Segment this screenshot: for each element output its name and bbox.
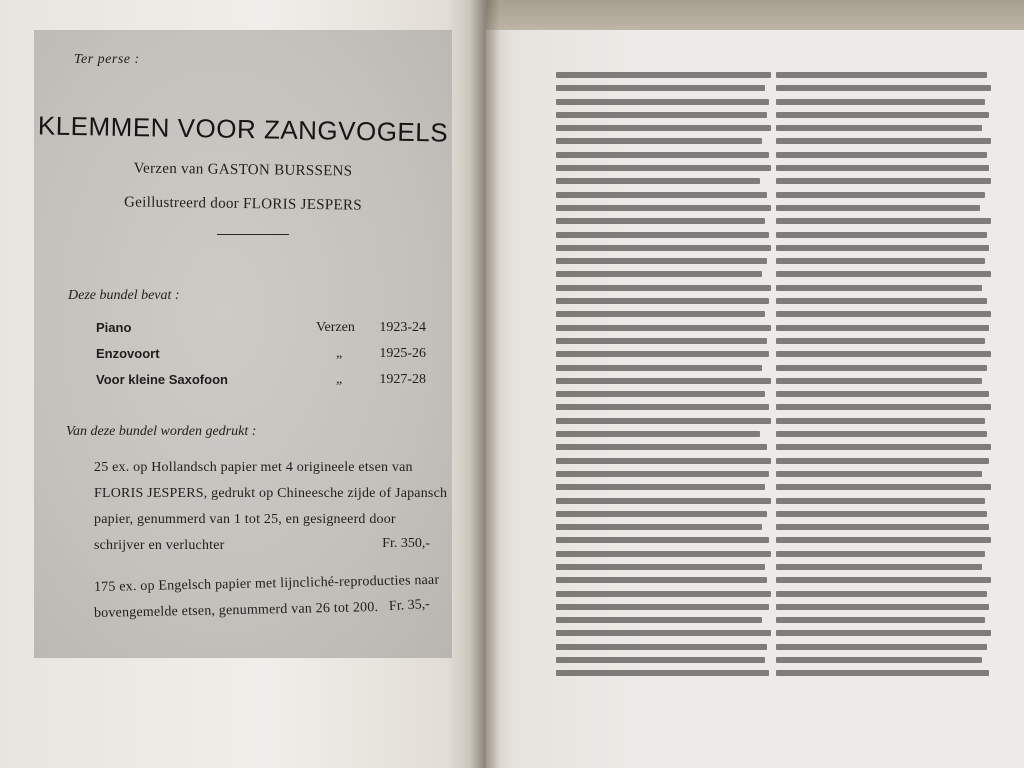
text-line bbox=[776, 378, 982, 384]
text-line bbox=[776, 418, 985, 424]
text-line bbox=[556, 298, 769, 304]
ter-perse-label: Ter perse : bbox=[74, 52, 140, 67]
contents-title: Piano bbox=[96, 320, 132, 335]
text-line bbox=[776, 591, 987, 597]
edition-line: FLORIS JESPERS, gedrukt op Chineesche zijde of Japansch bbox=[94, 486, 448, 501]
right-page bbox=[486, 30, 1024, 768]
text-line bbox=[556, 591, 771, 597]
contents-years: 1923-24 bbox=[379, 320, 426, 335]
edition-line: bovengemelde etsen, genummerd van 26 tot 200. bbox=[93, 600, 379, 621]
text-line bbox=[776, 670, 989, 676]
left-page bbox=[0, 0, 486, 768]
text-line bbox=[776, 205, 980, 211]
text-line bbox=[556, 418, 771, 424]
text-line bbox=[556, 617, 762, 623]
text-line bbox=[556, 165, 771, 171]
author-line: Verzen van GASTON BURSSENS bbox=[133, 160, 353, 180]
text-line bbox=[556, 72, 771, 78]
left-text-column bbox=[556, 72, 771, 684]
text-line bbox=[776, 471, 982, 477]
text-line bbox=[556, 245, 771, 251]
contents-kind: Verzen bbox=[316, 320, 355, 335]
text-line bbox=[776, 404, 991, 410]
contents-kind: „ bbox=[336, 372, 343, 387]
text-line bbox=[556, 391, 765, 397]
contents-row bbox=[96, 320, 426, 340]
text-line bbox=[776, 125, 982, 131]
text-line bbox=[556, 458, 771, 464]
text-line bbox=[776, 152, 987, 158]
text-line bbox=[556, 285, 771, 291]
contents-kind: „ bbox=[336, 346, 343, 361]
text-line bbox=[556, 484, 765, 490]
text-line bbox=[776, 311, 991, 317]
text-line bbox=[556, 311, 765, 317]
edition-line: papier, genummerd van 1 tot 25, en gesigneerd door bbox=[94, 512, 396, 527]
contents-years: 1927-28 bbox=[379, 372, 426, 387]
text-line bbox=[776, 178, 991, 184]
text-line bbox=[556, 577, 767, 583]
text-line bbox=[556, 630, 771, 636]
text-line bbox=[776, 551, 985, 557]
text-line bbox=[776, 511, 987, 517]
text-line bbox=[776, 218, 991, 224]
text-line bbox=[776, 271, 991, 277]
contents-years: 1925-26 bbox=[379, 346, 426, 361]
text-line bbox=[776, 72, 987, 78]
text-line bbox=[556, 152, 769, 158]
text-line bbox=[776, 524, 989, 530]
text-line bbox=[776, 391, 989, 397]
text-line bbox=[556, 498, 771, 504]
text-line bbox=[776, 644, 987, 650]
text-line bbox=[556, 205, 771, 211]
edition-2-price: Fr. 35,- bbox=[388, 596, 431, 615]
text-line bbox=[556, 178, 760, 184]
text-line bbox=[556, 258, 767, 264]
text-line bbox=[556, 431, 760, 437]
text-line bbox=[776, 577, 991, 583]
text-line bbox=[776, 431, 987, 437]
text-line bbox=[776, 285, 982, 291]
text-line bbox=[776, 484, 991, 490]
edition-line: schrijver en verluchter bbox=[94, 538, 225, 553]
text-line bbox=[776, 351, 991, 357]
text-line bbox=[776, 192, 985, 198]
text-line bbox=[556, 644, 767, 650]
text-line bbox=[556, 112, 767, 118]
book-title: KLEMMEN VOOR ZANGVOGELS bbox=[37, 110, 449, 148]
text-line bbox=[776, 112, 989, 118]
text-line bbox=[776, 338, 985, 344]
text-line bbox=[776, 232, 987, 238]
contents-title: Voor kleine Saxofoon bbox=[96, 372, 228, 387]
illustrator-line: Geillustreerd door FLORIS JESPERS bbox=[123, 194, 363, 214]
text-line bbox=[776, 604, 989, 610]
text-line bbox=[776, 498, 985, 504]
text-line bbox=[556, 338, 767, 344]
text-line bbox=[556, 444, 767, 450]
text-line bbox=[556, 670, 769, 676]
text-line bbox=[776, 298, 987, 304]
text-line bbox=[556, 218, 765, 224]
contents-title: Enzovoort bbox=[96, 346, 160, 361]
text-line bbox=[556, 99, 769, 105]
prospectus-facsimile bbox=[34, 30, 452, 658]
text-line bbox=[776, 85, 991, 91]
edition-line: 25 ex. op Hollandsch papier met 4 origineele etsen van bbox=[94, 460, 413, 475]
divider-rule bbox=[217, 234, 289, 235]
text-line bbox=[556, 657, 765, 663]
text-line bbox=[556, 471, 769, 477]
text-line bbox=[556, 511, 767, 517]
edition-1-price: Fr. 350,- bbox=[382, 536, 430, 551]
text-line bbox=[556, 537, 769, 543]
contents-row bbox=[96, 346, 426, 366]
text-line bbox=[556, 351, 769, 357]
text-line bbox=[556, 85, 765, 91]
contents-row bbox=[96, 372, 426, 392]
text-line bbox=[776, 564, 982, 570]
text-line bbox=[556, 232, 769, 238]
text-line bbox=[776, 630, 991, 636]
text-line bbox=[776, 99, 985, 105]
right-text-column bbox=[776, 72, 991, 684]
text-line bbox=[556, 564, 765, 570]
text-line bbox=[776, 165, 989, 171]
text-line bbox=[776, 365, 987, 371]
text-line bbox=[556, 604, 769, 610]
text-line bbox=[556, 551, 771, 557]
table-surface bbox=[486, 0, 1024, 30]
edition-line: 175 ex. op Engelsch papier met lijncliché-reproducties naar bbox=[93, 572, 440, 595]
text-line bbox=[556, 125, 771, 131]
text-line bbox=[776, 657, 982, 663]
text-line bbox=[776, 444, 991, 450]
text-line bbox=[556, 325, 771, 331]
text-line bbox=[776, 617, 985, 623]
text-line bbox=[776, 458, 989, 464]
text-line bbox=[556, 378, 771, 384]
text-line bbox=[776, 325, 989, 331]
text-line bbox=[556, 271, 762, 277]
text-line bbox=[556, 404, 769, 410]
text-line bbox=[556, 192, 767, 198]
text-line bbox=[776, 138, 991, 144]
text-line bbox=[556, 524, 762, 530]
printed-label: Van deze bundel worden gedrukt : bbox=[66, 424, 257, 439]
text-line bbox=[556, 138, 762, 144]
text-line bbox=[556, 365, 762, 371]
contents-label: Deze bundel bevat : bbox=[68, 288, 180, 303]
text-line bbox=[776, 537, 991, 543]
text-line bbox=[776, 245, 989, 251]
text-line bbox=[776, 258, 985, 264]
